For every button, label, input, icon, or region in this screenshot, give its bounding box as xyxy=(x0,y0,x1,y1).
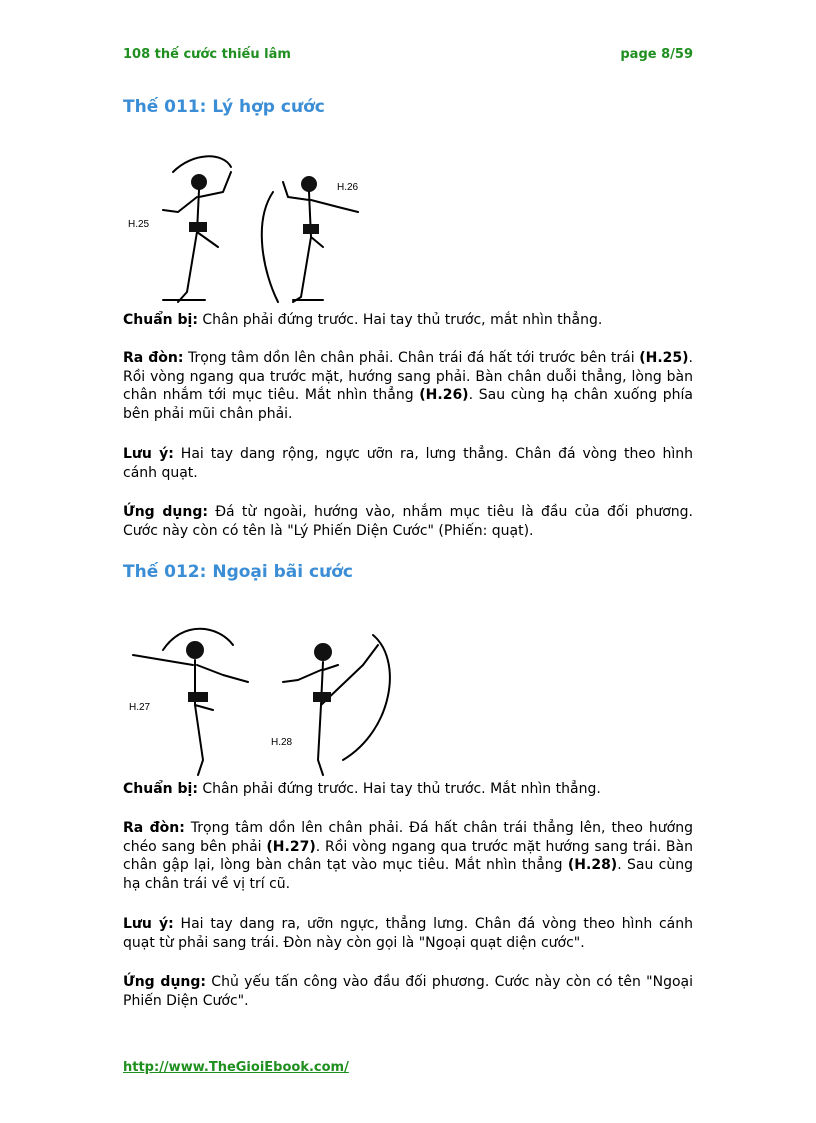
note-paragraph: Lưu ý: Hai tay dang rộng, ngực ưỡn ra, lưng thẳng. Chân đá vòng theo hình cánh quạt. xyxy=(123,446,693,481)
figure-label-h26: H.26 xyxy=(337,182,359,193)
application-paragraph: Ứng dụng: Chủ yếu tấn công vào đầu đối phương. Cước này còn có tên "Ngoại Phiến Diện Cước". xyxy=(123,974,693,1009)
execute-paragraph: Ra đòn: Trọng tâm dồn lên chân phải. Chân trái đá hất tới trước bên trái (H.25). Rồi vòng ngang qua trước mặt, hướng sang phải. Bàn chân duỗi thẳng, lòng bàn chân nhắm tới mục tiêu. Mắt nhìn thẳng (H.26). Sau cùng hạ chân xuống phía bên phải mũi chân phải. xyxy=(123,350,693,422)
figure-label-h27: H.27 xyxy=(129,702,151,713)
figure-label-h28: H.28 xyxy=(271,737,293,748)
prepare-paragraph: Chuẩn bị: Chân phải đứng trước. Hai tay thủ trước, mắt nhìn thẳng. xyxy=(123,312,603,328)
application-paragraph: Ứng dụng: Đá từ ngoài, hướng vào, nhắm mục tiêu là đầu của đối phương. Cước này còn có tên là "Lý Phiến Diện Cước" (Phiến: quạt). xyxy=(123,504,693,539)
section-title: Thế 012: Ngoại bãi cước xyxy=(123,562,353,582)
note-paragraph: Lưu ý: Hai tay dang ra, ưỡn ngực, thẳng lưng. Chân đá vòng theo hình cánh quạt từ phải sang trái. Đòn này còn gọi là "Ngoại quạt diện cước". xyxy=(123,916,693,951)
execute-paragraph: Ra đòn: Trọng tâm dồn lên chân phải. Đá hất chân trái thẳng lên, theo hướng chéo sang bên phải (H.27). Rồi vòng ngang qua trước mặt hướng sang trái. Bàn chân gập lại, lòng bàn chân tạt vào mục tiêu. Mắt nhìn thẳng (H.28). Sau cùng hạ chân trái về vị trí cũ. xyxy=(123,820,694,892)
figure-h28 xyxy=(283,635,390,775)
header-title: 108 thế cước thiếu lâm xyxy=(123,47,291,62)
page-number: page 8/59 xyxy=(620,47,693,62)
figure-h27 xyxy=(133,629,248,775)
section-title: Thế 011: Lý hợp cước xyxy=(123,97,325,117)
kick-illustration-h27-h28 xyxy=(123,620,413,780)
figure-h25 xyxy=(163,156,231,302)
prepare-paragraph: Chuẩn bị: Chân phải đứng trước. Hai tay thủ trước. Mắt nhìn thẳng. xyxy=(123,781,601,797)
figure-label-h25: H.25 xyxy=(128,219,150,230)
figure-h26 xyxy=(262,176,358,302)
kick-illustration-h25-h26 xyxy=(123,152,373,307)
footer-link[interactable]: http://www.TheGioiEbook.com/ xyxy=(123,1060,349,1075)
